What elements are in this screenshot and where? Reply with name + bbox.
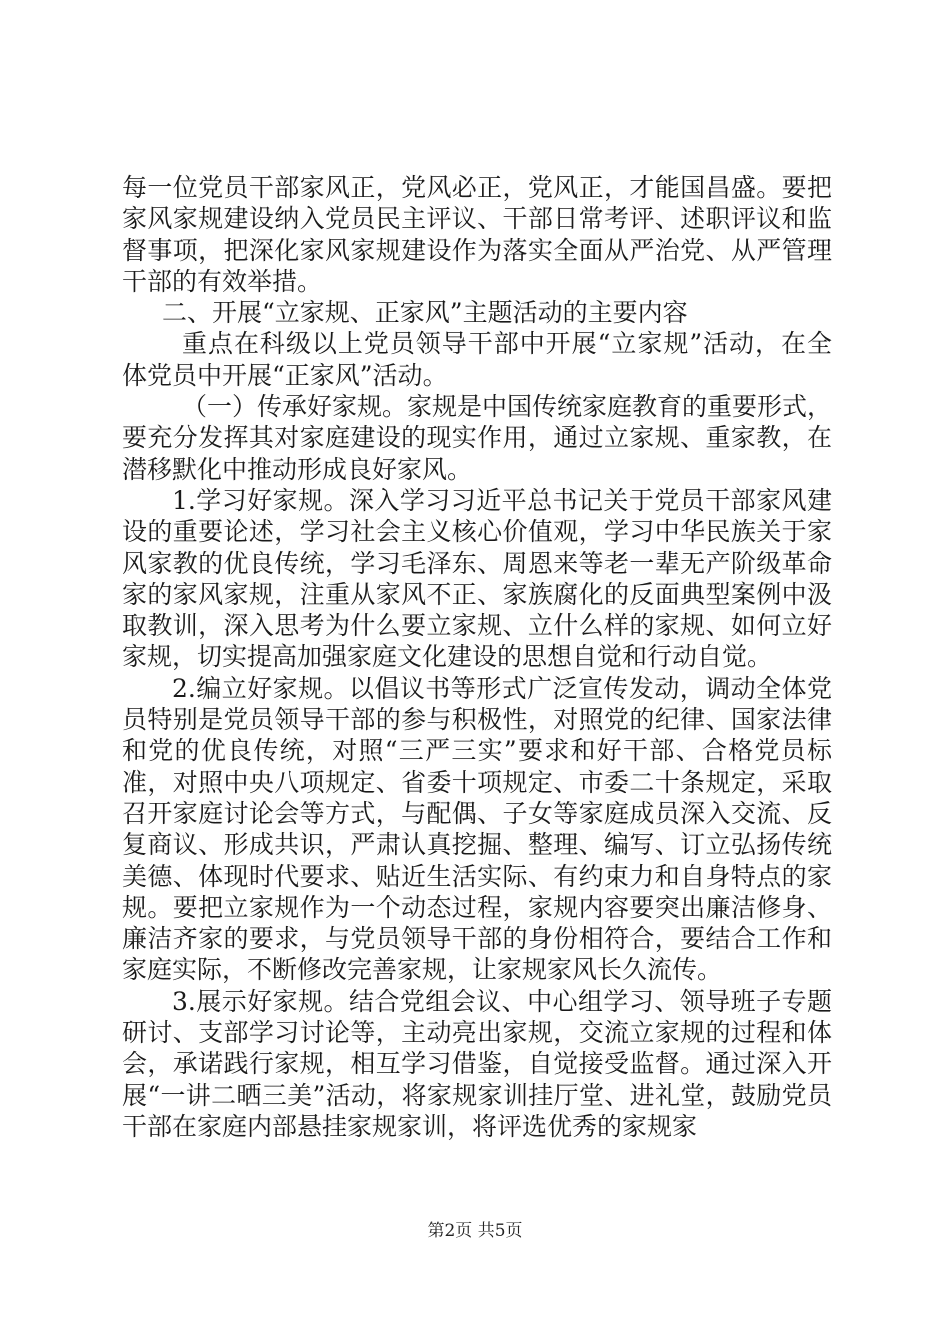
item-3-display: 3.展示好家规。结合党组会议、中心组学习、领导班子专题研讨、支部学习讨论等，主动亮出家规，交流立家规的过程和体会，承诺践行家规，相互学习借鉴，自觉接受监督。通过深入开展“一讲二晒三美”活动，将家规家训挂厅堂、进礼堂，鼓励党员干部在家庭内部悬挂家规家训，将评选优秀的家规家 bbox=[122, 986, 832, 1141]
item-1-learn: 1.学习好家规。深入学习习近平总书记关于党员干部家风建设的重要论述，学习社会主义核心价值观，学习中华民族关于家风家教的优良传统，学习毛泽东、周恩来等老一辈无产阶级革命家的家风家规，注重从家风不正、家族腐化的反面典型案例中汲取教训，深入思考为什么要立家规、立什么样的家规、如何立好家规，切实提高加强家庭文化建设的思想自觉和行动自觉。 bbox=[122, 485, 832, 672]
document-body bbox=[122, 172, 832, 1142]
paragraph-intro: 每一位党员干部家风正，党风必正，党风正，才能国昌盛。要把家风家规建设纳入党员民主评议、干部日常考评、述职评议和监督事项，把深化家风家规建设作为落实全面从严治党、从严管理干部的有效举措。 bbox=[122, 173, 832, 296]
subsection-heading-1: （一）传承好家规。家规是中国传统家庭教育的重要形式，要充分发挥其对家庭建设的现实作用，通过立家规、重家教，在潜移默化中推动形成良好家风。 bbox=[122, 392, 833, 484]
section-heading-2: 二、开展“立家规、正家风”主题活动的主要内容 bbox=[162, 298, 688, 328]
paragraph-focus: 重点在科级以上党员领导干部中开展“立家规”活动，在全体党员中开展“正家风”活动。 bbox=[122, 329, 832, 390]
page-number-footer: 第2页 共5页 bbox=[427, 1221, 523, 1241]
item-2-compile: 2.编立好家规。以倡议书等形式广泛宣传发动，调动全体党员特别是党员领导干部的参与积极性，对照党的纪律、国家法律和党的优良传统，对照“三严三实”要求和好干部、合格党员标准，对照中央八项规定、省委十项规定、市委二十条规定，采取召开家庭讨论会等方式，与配偶、子女等家庭成员深入交流、反复商议、形成共识，严肃认真挖掘、整理、编写、订立弘扬传统美德、体现时代要求、贴近生活实际、有约束力和自身特点的家规。要把立家规作为一个动态过程，家规内容要突出廉洁修身、廉洁齐家的要求，与党员领导干部的身份相符合，要结合工作和家庭实际，不断修改完善家规，让家规家风长久流传。 bbox=[122, 673, 832, 985]
